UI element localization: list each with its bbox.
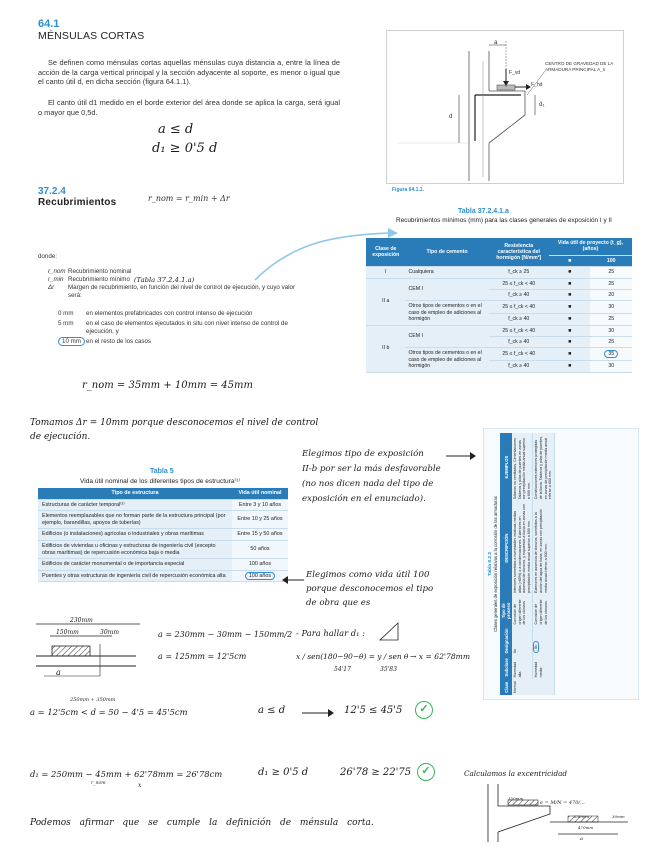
figure-641-frame [386, 30, 624, 184]
margin-0mm: 0 mm en elementos prefabricados con control intenso de ejecución [58, 310, 253, 317]
calc-calculamos: Calculamos la excentricidad [464, 769, 567, 778]
intro-paragraph: Se definen como ménsulas cortas aquellas ménsulas cuya distancia a, entre la línea de acción de la carga vertical principal y la sección adyacente al soporte, es menor o igual que el canto útil d, en dicha sección (figura 64.1.1). [38, 58, 340, 87]
margin-5mm: 5 mm en el caso de elementos ejecutados in situ con nivel intenso de control de ejecución, y [58, 320, 288, 335]
rot-title: Tabla 8.2.2 [488, 551, 493, 577]
hand-arrow-right-1 [444, 450, 478, 462]
calc-dim-30: 30mm [100, 629, 120, 636]
calc-label-a: a [56, 668, 61, 677]
table-row: Normal Humedad alta IIa Corrosión de origen diferente de los cloruros Interiores sometidos a humedades relativas medias altas (>65%) o a condensaciones. Exteriores en ausencia de cloruros, y expuestos a lluvia en zonas con precipitación media anual superior a 600 mm. Sótanos no ventilados. Cimentaciones. Tableros y pilas de puentes en zonas con precipitación media anual superior a 600 mm. [512, 433, 533, 695]
table-row: I Cualquiera f_ck ≥ 25 ■ 25 [366, 267, 632, 278]
table-row: Elementos reemplazables que no forman parte de la estructura principal (por ejemplo, barandillas, apoyos de tuberías) Entre 10 y 25 años [38, 511, 288, 529]
calc-cond-a-top: 250mm + 350mm [70, 697, 116, 703]
section-3724-title: Recubrimientos [38, 197, 117, 208]
calc-cond-a2: a ≤ d [258, 705, 286, 716]
sketch-a: a [580, 836, 583, 842]
d1-paragraph: El canto útil d1 medido en el borde exterior del área donde se aplica la carga, será igual o mayor que 0,5d. [38, 98, 340, 117]
table-row: II a CEM I 25 ≤ f_ck < 40 ■ 25 [366, 278, 632, 289]
table5-title: Tabla 5 [150, 468, 174, 475]
table-a-subtitle: Recubrimientos mínimos (mm) para las clases generales de exposición I y II [396, 217, 612, 224]
fig-label-d1: d₁ [539, 101, 545, 108]
def-rnom: r_nom Recubrimiento nominal [48, 268, 132, 275]
table-row: f_ck ≥ 40 ■ 30 [366, 360, 632, 372]
calc-rnom-label: r_nom [91, 781, 106, 786]
table-row: Humedad media IIb Corrosión de origen diferente de los cloruros Exteriores en ausencia de cloruros, sometidos a la acción del agua de lluvia, en zonas con precipitación media anual inferior a 600 mm. Construcciones exteriores protegidas de la lluvia. Tableros y pilas de puentes, en zonas de precipitación media anual inferior a 600 mm. [533, 433, 554, 695]
section-title: MÉNSULAS CORTAS [38, 30, 145, 42]
note-tomamos-1: Tomamos Δr = 10mm porque desconocemos el nivel de control [30, 418, 319, 428]
margin-10mm: 10 mm en el resto de los casos [58, 338, 288, 346]
fig-label-a: a [494, 39, 498, 46]
calc-law-sines: x / sen(180−90−θ) = y / sen θ [296, 652, 409, 661]
calc-cond-d1: d₁ = 250mm − 45mm + 62'78mm = 26'78cm [30, 769, 223, 779]
fig-label-fhd: F_hd [531, 82, 543, 88]
rot-table: Clase Subclase Designación Tipo de proceso DESCRIPCIÓN EJEMPLOS Normal Humedad alta IIa Corrosión de origen diferente de los cloruros Interiores sometidos a humedades relativas medias altas (>65%) o a condensaciones. Exteriores en ausencia de cloruros, y expuestos a lluvia en zonas con precipitación media anual superior a 600 mm. Sótanos no ventilados. Cimentaciones. Tableros y pilas de puentes en zonas con precipitación media anual superior a 600 mm. Humedad media IIb Corrosión de origen diferente de los cloruros Exteriores en ausencia de cloruros, sometidos a la acción del agua de lluvia, en zonas con precipitación media anual inferior a 600 mm. Construcciones exteriores protegidas de la lluvia. Tableros y pilas de puentes, en zonas de precipitación media anual inferior a 600 mm. [500, 433, 555, 695]
exc-formula: e = M/N = 470/... [540, 800, 585, 806]
calc-para-hallar: - Para hallar d₁ : [296, 628, 366, 638]
note-tomamos-2: de ejecución. [30, 432, 91, 442]
table-5: Tipo de estructura Vida útil nominal Estructuras de carácter temporal⁽²⁾ Entre 3 y 10 años Elementos reemplazables que no forman parte de la estructura principal (por ejemplo, barandillas, apoyos de tuberías) Entre 10 y 25 años Edificios (o instalaciones) agrícolas o industriales y obras marítimas Entre 15 y 50 años Edificios de viviendas u oficinas y estructuras de ingeniería civil (excepto obras marítimas) de repercusión económica baja o media 50 años Edificios de carácter monumental o de importancia especial 100 años Puentes y otras estructuras de ingeniería civil de repercusión económica alta 100 años [38, 488, 288, 582]
calc-eq-a1: a = 230mm − 30mm − 150mm/2 [158, 630, 293, 639]
eccentricity-sketch [458, 780, 638, 846]
calc-cond-a: a = 12'5cm < d = 50 − 4'5 = 45'5cm [30, 707, 188, 717]
calc-eq-a2: a = 125mm = 12'5cm [158, 652, 247, 661]
triangle-sketch [376, 620, 402, 642]
sketch-dim-3: 30mm [612, 814, 625, 819]
table-row: f_ck ≥ 40 ■ 25 [366, 337, 632, 348]
check-icon: ✓ [415, 701, 433, 719]
table-row: II b CEM I 25 ≤ f_ck < 40 ■ 30 [366, 325, 632, 336]
donde-label: donde: [38, 253, 57, 260]
calc-x-label: x [138, 782, 142, 789]
calc-cond-a3: 12'5 ≤ 45'5 [344, 705, 403, 716]
rot-subtitle: Clases generales de exposición relativas a la corrosión de las armaduras [493, 496, 498, 632]
def-rmin: r_min Recubrimiento mínimo (Tabla 37.2.4.1.a) [48, 276, 195, 284]
table-row: Edificios de viviendas u oficinas y estructuras de ingeniería civil (excepto obras marítimas) de repercusión económica baja o media 50 años [38, 540, 288, 558]
table-row: Otros tipos de cementos o en el caso de empleo de adiciones al hormigón 25 ≤ f_ck < 40 ■ 30 [366, 301, 632, 313]
table-a-title: Tabla 37.2.4.1.a [458, 208, 509, 215]
definitions-list [48, 268, 298, 300]
sketch-dim-1: 350mm [508, 796, 524, 801]
sketch-dim-2: 250mm [574, 814, 590, 819]
section-number: 64.1 [38, 18, 60, 30]
fig-label-d: d [449, 113, 453, 120]
rotated-exposure-table [483, 428, 639, 700]
calc-dim-top: 230mm [70, 617, 93, 624]
def-delta-r: Δr Margen de recubrimiento, en función del nivel de control de ejecución, y cuyo valor será: [48, 284, 296, 299]
table-a: Clase de exposición Tipo de cemento Resistencia característica del hormigón [N/mm²] Vida útil de proyecto (t_g), (años) ■ 100 I Cualquiera f_ck ≥ 25 ■ 25 II a CEM I 25 ≤ f_ck < 40 ■ 25 f_ck ≥ 40 ■ 20 Otros tipos de cementos o en el caso de empleo de adiciones al hormigón 25 ≤ f_ck < 40 ■ 30 f_ck ≥ 40 ■ 25 II b CEM I 25 ≤ f_ck < 40 ■ 30 f_ck ≥ 40 ■ 25 Otros tipos de cementos o en el caso de empleo de adiciones al hormigón 25 ≤ f_ck < 40 ■ 35 f_ck ≥ 40 ■ 30 [366, 238, 632, 373]
hand-condition-a: a ≤ d [158, 122, 194, 137]
table-row: f_ck ≥ 40 ■ 20 [366, 290, 632, 301]
table-row: Puentes y otras estructuras de ingeniería civil de repercusión económica alta 100 años [38, 570, 288, 582]
table-row: Otros tipos de cementos o en el caso de empleo de adiciones al hormigón 25 ≤ f_ck < 40 ■ 35 [366, 348, 632, 360]
table-row: Edificios de carácter monumental o de importancia especial 100 años [38, 559, 288, 571]
table5-subtitle: Vida útil nominal de los diferentes tipos de estructura⁽¹⁾ [80, 478, 240, 485]
rnom-formula: r_nom = r_min + Δr [148, 194, 230, 203]
figure-caption: Figura 64.1.1. [392, 187, 424, 193]
check-icon-2: ✓ [417, 763, 435, 781]
calc-angle-2: 35'83 [380, 666, 397, 673]
fig-label-note: CENTRO DE GRAVEDAD DE LA ARMADURA PRINCIPAL A_s [545, 61, 614, 72]
table-row: f_ck ≥ 40 ■ 25 [366, 313, 632, 325]
note-exposicion: Elegimos tipo de exposición II-b por ser la más desfavorable (no nos dicen nada del tipo de exposición en el enunciado). [302, 449, 441, 504]
sketch-dim-4: 470mm [578, 825, 594, 830]
section-3724-number: 37.2.4 [38, 186, 66, 197]
margin-values [58, 310, 288, 346]
note-vida: Elegimos como vida útil 100 porque desconocemos el tipo de obra que es [306, 570, 434, 608]
fig-label-fvd: F_vd [509, 70, 521, 76]
arrow-right-2 [300, 708, 336, 718]
calc-conclusion: Podemos afirmar que se cumple la definición de ménsula corta. [30, 818, 374, 828]
calc-result-x: → x = 62'78mm [410, 652, 471, 661]
calc-cond-d1-2: d₁ ≥ 0'5 d [258, 767, 309, 778]
calc-angle-1: 54'17 [334, 666, 351, 673]
calc-dim-150: 150mm [56, 629, 79, 636]
calc-cond-d1-3: 26'78 ≥ 22'75 [340, 767, 412, 778]
hand-condition-d1: d₁ ≥ 0'5 d [152, 141, 218, 156]
hand-table-ref: (Tabla 37.2.4.1.a) [133, 276, 195, 284]
corbel-figure [387, 31, 623, 183]
hand-arrow-left [282, 574, 306, 586]
table-row: Edificios (o instalaciones) agrícolas o industriales y obras marítimas Entre 15 y 50 años [38, 529, 288, 541]
table-row: Estructuras de carácter temporal⁽²⁾ Entre 3 y 10 años [38, 499, 288, 511]
hand-rnom-result: r_nom = 35mm + 10mm = 45mm [82, 380, 254, 391]
